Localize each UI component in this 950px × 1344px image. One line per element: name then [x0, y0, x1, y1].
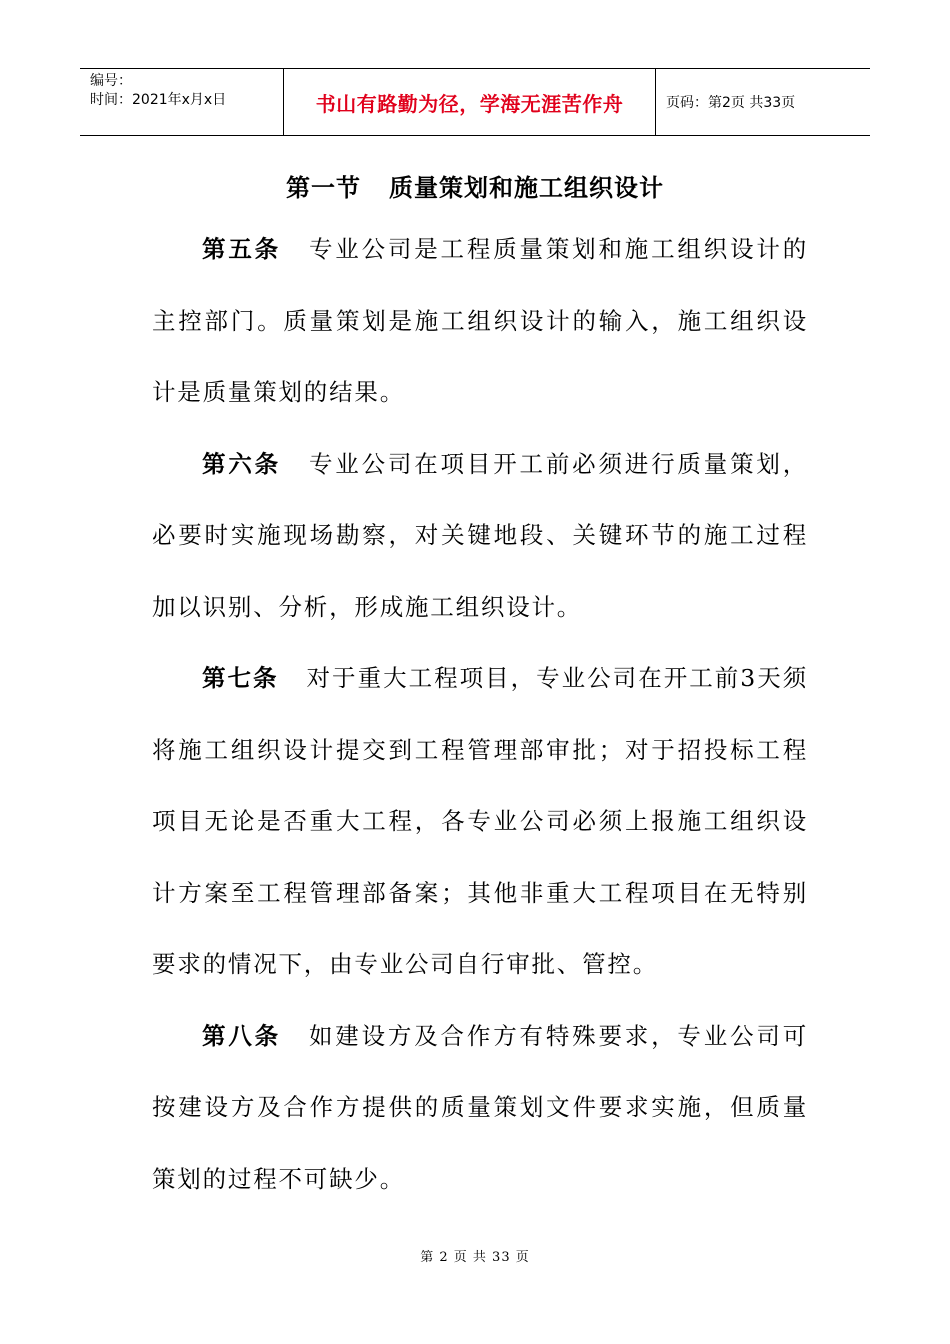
header-motto: 书山有路勤为径，学海无涯苦作舟 — [315, 91, 624, 116]
section-title: 第一节 质量策划和施工组织设计 — [285, 174, 665, 202]
article-text: 专业公司在项目开工前必须进行质量策划，必要时实施现场勘察，对关键地段、关键环节的施工过程加以识别、分析，形成施工组织设计。 — [152, 449, 809, 621]
article-label: 第七条 — [202, 664, 279, 692]
header-page-info: 页码：第2页 共33页 — [666, 95, 796, 111]
header-motto-cell — [283, 69, 656, 135]
article-label: 第五条 — [202, 235, 281, 263]
document-code-label: 编号： — [90, 73, 132, 89]
article-paragraph — [152, 643, 808, 1001]
article-label: 第八条 — [202, 1021, 281, 1050]
document-time-label: 时间：2021年x月x日 — [90, 92, 227, 108]
article-text: 专业公司是工程质量策划和施工组织设计的主控部门。质量策划是施工组织设计的输入，施工组织设计是质量策划的结果。 — [152, 235, 809, 406]
document-body — [152, 214, 808, 1215]
header-page-cell — [656, 69, 870, 135]
header-meta-cell — [80, 69, 283, 135]
page-header — [80, 68, 870, 136]
article-paragraph — [152, 1001, 808, 1216]
page-footer: 第 2 页 共 33 页 — [420, 1250, 530, 1265]
article-paragraph — [152, 429, 808, 644]
article-text: 如建设方及合作方有特殊要求，专业公司可按建设方及合作方提供的质量策划文件要求实施，但质量策划的过程不可缺少。 — [152, 1021, 809, 1193]
article-text: 对于重大工程项目，专业公司在开工前3天须将施工组织设计提交到工程管理部审批；对于招投标工程项目无论是否重大工程，各专业公司必须上报施工组织设计方案至工程管理部备案；其他非重大工程项目在无特别要求的情况下，由专业公司自行审批、管控。 — [152, 664, 809, 978]
article-paragraph — [152, 214, 808, 429]
article-label: 第六条 — [202, 449, 281, 478]
